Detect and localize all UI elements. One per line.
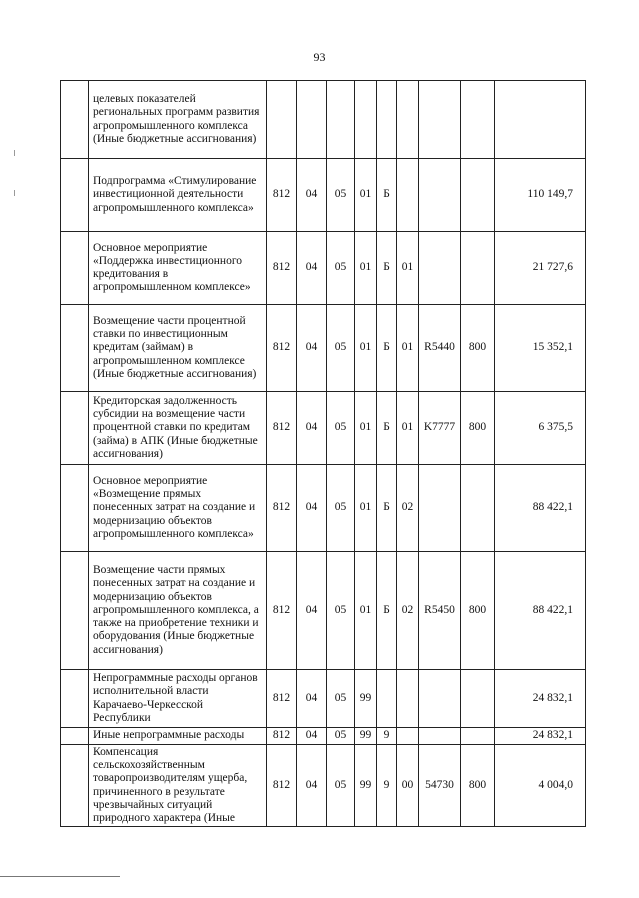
amount-cell (495, 81, 586, 159)
program-code-cell: 99 (355, 728, 377, 745)
event-code-cell: 02 (397, 465, 419, 552)
amount-cell: 4 004,0 (495, 745, 586, 827)
direction-code-cell (419, 670, 461, 728)
ministry-code-cell: 812 (267, 670, 297, 728)
amount-cell: 21 727,6 (495, 232, 586, 305)
amount-cell: 24 832,1 (495, 670, 586, 728)
expense-type-cell (461, 81, 495, 159)
ministry-code-cell: 812 (267, 465, 297, 552)
name-cell: целевых показателей региональных программ развития агропромышленного комплекса (Иные бюджетные ассигнования) (89, 81, 267, 159)
section-code-cell: 04 (297, 392, 327, 465)
table-row (61, 81, 586, 159)
footer-rule (0, 876, 120, 877)
name-cell: Возмещение части прямых понесенных затрат на создание и модернизацию объектов агропромышленного комплекса, а также на приобретение техники и оборудования (Иные бюджетные ассигнования) (89, 552, 267, 670)
page-number: 93 (313, 50, 326, 64)
program-code-cell: 01 (355, 159, 377, 232)
subprogram-code-cell: Б (377, 305, 397, 392)
section-code-cell: 04 (297, 159, 327, 232)
section-code-cell: 04 (297, 232, 327, 305)
program-code-cell (355, 81, 377, 159)
row-number-cell (61, 670, 89, 728)
subprogram-code-cell (377, 670, 397, 728)
row-number-cell (61, 728, 89, 745)
row-number-cell (61, 81, 89, 159)
direction-code-cell (419, 728, 461, 745)
expense-type-cell (461, 465, 495, 552)
subprogram-code-cell: 9 (377, 728, 397, 745)
event-code-cell (397, 670, 419, 728)
subsection-code-cell: 05 (327, 465, 355, 552)
subsection-code-cell: 05 (327, 305, 355, 392)
row-number-cell (61, 305, 89, 392)
subprogram-code-cell: Б (377, 552, 397, 670)
event-code-cell (397, 728, 419, 745)
row-number-cell (61, 465, 89, 552)
subprogram-code-cell: Б (377, 159, 397, 232)
amount-cell: 15 352,1 (495, 305, 586, 392)
direction-code-cell: R5450 (419, 552, 461, 670)
expense-type-cell (461, 232, 495, 305)
ministry-code-cell: 812 (267, 305, 297, 392)
table-row (61, 232, 586, 305)
section-code-cell: 04 (297, 552, 327, 670)
name-cell: Компенсация сельскохозяйственным товаропроизводителям ущерба, причиненного в результате чрезвычайных ситуаций природного характера (Иные (89, 745, 267, 827)
subprogram-code-cell (377, 81, 397, 159)
name-cell: Иные непрограммные расходы (89, 728, 267, 745)
event-code-cell: 02 (397, 552, 419, 670)
margin-mark (14, 190, 15, 196)
program-code-cell: 01 (355, 305, 377, 392)
subsection-code-cell (327, 81, 355, 159)
amount-cell: 110 149,7 (495, 159, 586, 232)
direction-code-cell (419, 81, 461, 159)
event-code-cell: 01 (397, 232, 419, 305)
direction-code-cell: K7777 (419, 392, 461, 465)
table-row (61, 728, 586, 745)
direction-code-cell (419, 232, 461, 305)
expense-type-cell: 800 (461, 392, 495, 465)
table-row (61, 392, 586, 465)
section-code-cell: 04 (297, 728, 327, 745)
ministry-code-cell: 812 (267, 745, 297, 827)
expense-type-cell (461, 728, 495, 745)
name-cell: Подпрограмма «Стимулирование инвестиционной деятельности агропромышленного комплекса» (89, 159, 267, 232)
row-number-cell (61, 159, 89, 232)
table-row (61, 745, 586, 827)
row-number-cell (61, 232, 89, 305)
ministry-code-cell (267, 81, 297, 159)
ministry-code-cell: 812 (267, 232, 297, 305)
margin-mark (14, 150, 15, 156)
row-number-cell (61, 745, 89, 827)
table-row (61, 465, 586, 552)
section-code-cell: 04 (297, 745, 327, 827)
table-row (61, 159, 586, 232)
name-cell: Непрограммные расходы органов исполнительной власти Карачаево-Черкесской Республики (89, 670, 267, 728)
subprogram-code-cell: Б (377, 465, 397, 552)
subsection-code-cell: 05 (327, 552, 355, 670)
ministry-code-cell: 812 (267, 392, 297, 465)
section-code-cell (297, 81, 327, 159)
table-row (61, 305, 586, 392)
subsection-code-cell: 05 (327, 392, 355, 465)
subsection-code-cell: 05 (327, 728, 355, 745)
expense-type-cell: 800 (461, 552, 495, 670)
event-code-cell: 00 (397, 745, 419, 827)
subsection-code-cell: 05 (327, 670, 355, 728)
expense-type-cell: 800 (461, 745, 495, 827)
direction-code-cell: 54730 (419, 745, 461, 827)
amount-cell: 88 422,1 (495, 552, 586, 670)
event-code-cell: 01 (397, 392, 419, 465)
subprogram-code-cell: Б (377, 232, 397, 305)
subsection-code-cell: 05 (327, 745, 355, 827)
direction-code-cell (419, 159, 461, 232)
subprogram-code-cell: Б (377, 392, 397, 465)
program-code-cell: 01 (355, 392, 377, 465)
event-code-cell (397, 81, 419, 159)
subprogram-code-cell: 9 (377, 745, 397, 827)
ministry-code-cell: 812 (267, 728, 297, 745)
program-code-cell: 01 (355, 465, 377, 552)
section-code-cell: 04 (297, 465, 327, 552)
name-cell: Основное мероприятие «Поддержка инвестиционного кредитования в агропромышленном комплексе» (89, 232, 267, 305)
program-code-cell: 99 (355, 670, 377, 728)
amount-cell: 24 832,1 (495, 728, 586, 745)
row-number-cell (61, 392, 89, 465)
direction-code-cell (419, 465, 461, 552)
table-row (61, 670, 586, 728)
section-code-cell: 04 (297, 670, 327, 728)
program-code-cell: 01 (355, 232, 377, 305)
budget-table (60, 80, 586, 827)
table-row (61, 552, 586, 670)
event-code-cell (397, 159, 419, 232)
section-code-cell: 04 (297, 305, 327, 392)
subsection-code-cell: 05 (327, 159, 355, 232)
expense-type-cell (461, 159, 495, 232)
name-cell: Основное мероприятие «Возмещение прямых понесенных затрат на создание и модернизацию объектов агропромышленного комплекса» (89, 465, 267, 552)
expense-type-cell (461, 670, 495, 728)
direction-code-cell: R5440 (419, 305, 461, 392)
expense-type-cell: 800 (461, 305, 495, 392)
subsection-code-cell: 05 (327, 232, 355, 305)
ministry-code-cell: 812 (267, 159, 297, 232)
name-cell: Кредиторская задолженность субсидии на возмещение части процентной ставки по кредитам (займа) в АПК (Иные бюджетные ассигнования) (89, 392, 267, 465)
ministry-code-cell: 812 (267, 552, 297, 670)
amount-cell: 6 375,5 (495, 392, 586, 465)
event-code-cell: 01 (397, 305, 419, 392)
program-code-cell: 01 (355, 552, 377, 670)
name-cell: Возмещение части процентной ставки по инвестиционным кредитам (займам) в агропромышленном комплексе (Иные бюджетные ассигнования) (89, 305, 267, 392)
amount-cell: 88 422,1 (495, 465, 586, 552)
program-code-cell: 99 (355, 745, 377, 827)
row-number-cell (61, 552, 89, 670)
